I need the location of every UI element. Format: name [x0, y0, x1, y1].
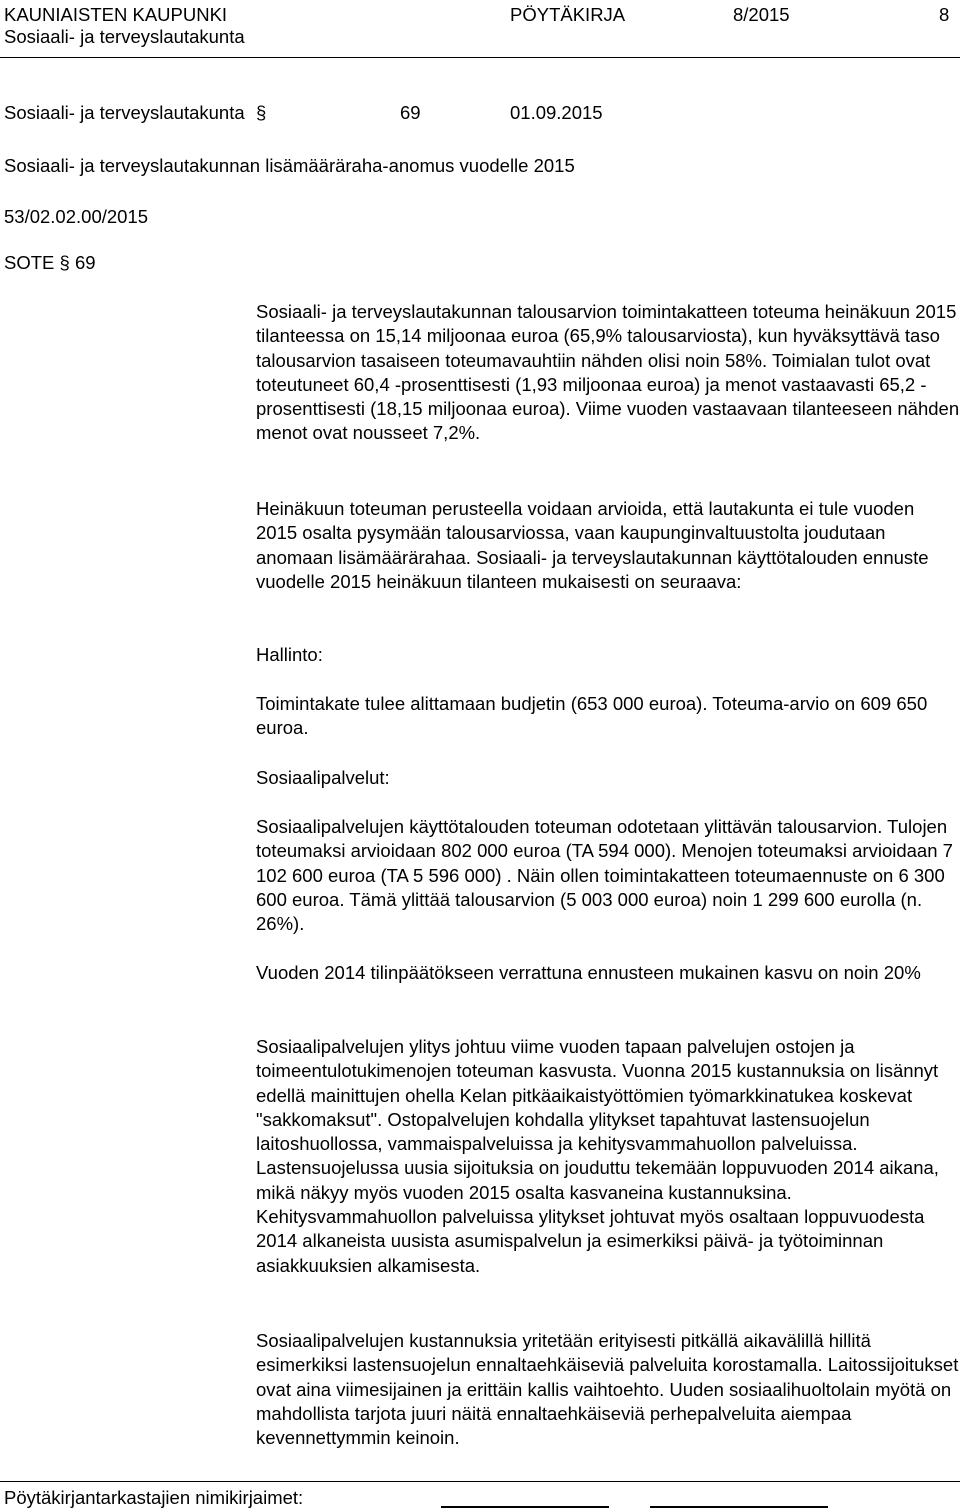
paragraph-budget-status: Sosiaali- ja terveyslautakunnan talousarvion toimintakatteen toteuma heinäkuun 2015 tilanteessa on 15,14 miljoonaa euroa (65,9% talousarviosta), kun hyväksyttävä taso talousarvion tasaiseen toteumavauhtiin nähden olisi noin 58%. Toimialan tulot ovat toteutuneet 60,4 -prosenttisesti (1,93 miljoonaa euroa) ja menot vastaavasti 65,2 -prosenttisesti (18,15 miljoonaa euroa). Viime vuoden vastaavaan tilanteeseen nähden menot ovat nousseet 7,2%. — [256, 301, 960, 444]
sote-number: 69 — [74, 252, 96, 273]
signature-line — [650, 1506, 828, 1508]
section-sign-icon: § — [256, 102, 267, 123]
meeting-board: Sosiaali- ja terveyslautakunta — [4, 102, 245, 123]
header-divider — [0, 57, 960, 58]
page-number: 8 — [939, 4, 950, 25]
heading-hallinto: Hallinto: — [256, 644, 323, 665]
footer-divider — [0, 1481, 960, 1482]
document-number: 8/2015 — [733, 4, 790, 25]
heading-sosiaalipalvelut: Sosiaalipalvelut: — [256, 767, 390, 788]
record-id: 53/02.02.00/2015 — [4, 206, 149, 227]
sote-prefix: SOTE — [4, 252, 55, 273]
signature-line — [441, 1506, 609, 1508]
paragraph-hallinto: Toimintakate tulee alittamaan budjetin (653 000 euroa). Toteuma-arvio on 609 650 euroa. — [256, 693, 928, 739]
meeting-date: 01.09.2015 — [510, 102, 603, 123]
section-number: 69 — [400, 102, 421, 123]
matter-title: Sosiaali- ja terveyslautakunnan lisämääräraha-anomus vuodelle 2015 — [4, 155, 575, 176]
footer-label: Pöytäkirjantarkastajien nimikirjaimet: — [4, 1487, 304, 1508]
sote-reference — [4, 252, 96, 274]
paragraph-sosiaalipalvelut: Sosiaalipalvelujen käyttötalouden toteuman odotetaan ylittävän talousarvion. Tulojen toteumaksi arvioidaan 802 000 euroa (TA 594 000). Menojen toteumaksi arvioidaan 7 102 600 euroa (TA 5 596 000) . Näin ollen toimintakatteen toteumaennuste on 6 300 600 euroa. Tämä ylittää talousarvion (5 003 000 euroa) noin 1 299 600 eurolla (n. 26%). — [256, 816, 953, 935]
section-sign-icon: § — [59, 252, 70, 273]
organization-name: KAUNIAISTEN KAUPUNKI — [4, 4, 228, 25]
paragraph-forecast: Heinäkuun toteuman perusteella voidaan arvioida, että lautakunta ei tule vuoden 2015 osalta pysymään talousarviossa, vaan kaupunginvaltuustolta joudutaan anomaan lisämäärärahaa. Sosiaali- ja terveyslautakunnan käyttötalouden ennuste vuodelle 2015 heinäkuun tilanteen mukaisesti on seuraava: — [256, 498, 929, 592]
board-name: Sosiaali- ja terveyslautakunta — [4, 26, 245, 47]
document-type: PÖYTÄKIRJA — [510, 4, 626, 25]
paragraph-cost-control: Sosiaalipalvelujen kustannuksia yritetään erityisesti pitkällä aikavälillä hillitä esimerkiksi lastensuojelun ennaltaehkäiseviä palveluita korostamalla. Laitossijoitukset ovat aina viimesijainen ja erittäin kallis vaihtoehto. Uuden sosiaalihuoltolain myötä on mahdollista tarjota juuri näitä ennaltaehkäiseviä perhepalveluita aiempaa kevennettymmin keinoin. — [256, 1330, 959, 1449]
paragraph-growth: Vuoden 2014 tilinpäätökseen verrattuna ennusteen mukainen kasvu on noin 20% — [256, 962, 921, 983]
paragraph-overrun-causes: Sosiaalipalvelujen ylitys johtuu viime vuoden tapaan palvelujen ostojen ja toimeentulotukimenojen toteuman kasvusta. Vuonna 2015 kustannuksia on lisännyt edellä mainittujen ohella Kelan pitkäaikaistyöttömien työmarkkinatukea koskevat "sakkomaksut". Ostopalvelujen kohdalla ylitykset tapahtuvat lastensuojelun laitoshuollossa, vammaispalveluissa ja kehitysvammahuollon palveluissa. Lastensuojelussa uusia sijoituksia on jouduttu tekemään loppuvuoden 2014 aikana, mikä näkyy myös vuoden 2015 osalta kasvaneina kustannuksina. Kehitysvammahuollon palveluissa ylitykset johtuvat myös osaltaan loppuvuodesta 2014 alkaneista uusista asumispalvelun ja esimerkiksi päivä- ja työtoiminnan asiakkuuksien alkamisesta. — [256, 1036, 939, 1276]
